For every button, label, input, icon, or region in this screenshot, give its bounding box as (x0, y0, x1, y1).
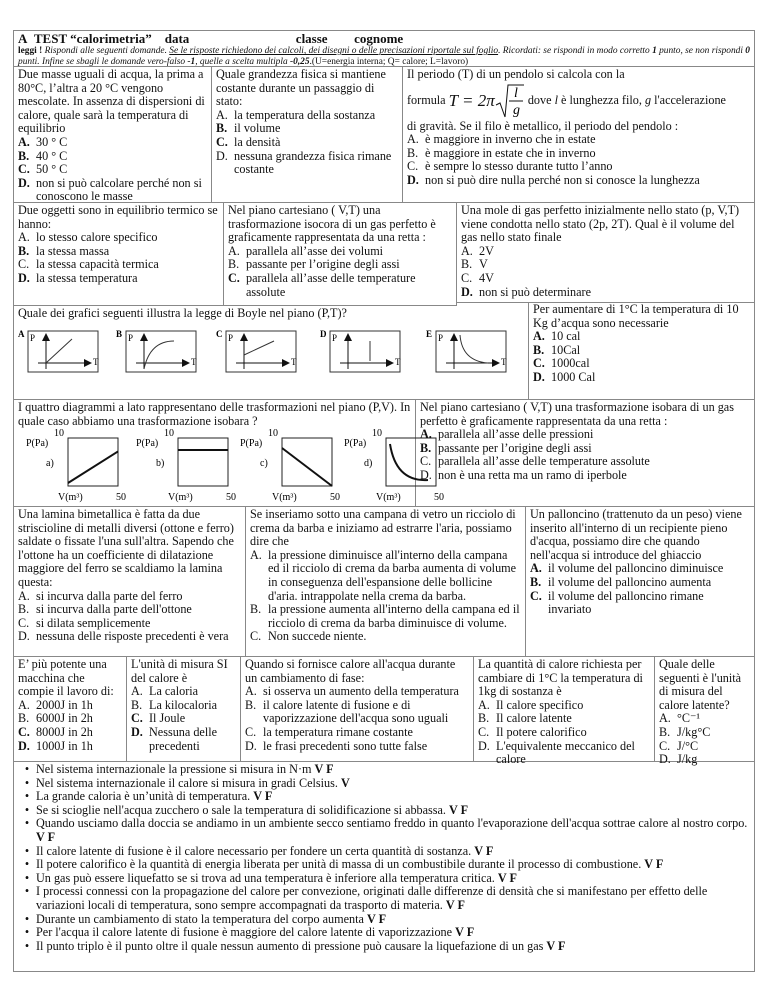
true-false-item (18, 817, 750, 844)
field-data[interactable]: data (164, 31, 190, 46)
option[interactable]: C. la temperatura rimane costante (245, 724, 413, 739)
formula-numerator: l (513, 85, 518, 101)
option[interactable]: B. si incurva dalla parte dell'ottone (18, 602, 192, 617)
curve-hyperbola (460, 335, 488, 363)
x-max-label: 50 (116, 492, 126, 504)
option[interactable]: C. è sempre lo stesso durante tutto l’anno (407, 159, 613, 174)
true-false-marks[interactable]: V F (455, 925, 475, 940)
option[interactable]: A. 2000J in 1h (18, 697, 93, 712)
pv-diagram-c[interactable] (236, 428, 340, 504)
plot-frame (282, 438, 332, 486)
pv-chart-icon (236, 428, 340, 504)
pt-graph-icon (426, 327, 518, 375)
option[interactable]: C. 1000cal (533, 356, 590, 371)
true-false-marks[interactable]: V F (546, 938, 566, 953)
true-false-item (18, 845, 750, 859)
arrow-right-icon (84, 359, 92, 367)
question-4: Due oggetti sono in equilibrio termico se hanno: A. lo stesso calore specifico B. la stessa massa C. la stessa capacità termica D. la stessa temperatura (14, 203, 224, 306)
arrow-up-icon (240, 333, 248, 341)
x-axis-label: V(m³) (376, 492, 401, 504)
option[interactable]: A. si osserva un aumento della temperatura (245, 684, 459, 699)
pt-graph-icon (18, 327, 110, 375)
bullet-icon: • (24, 762, 30, 776)
bullet-icon: • (24, 816, 30, 831)
y-max-label: 10 (268, 428, 278, 440)
option[interactable]: A. la temperatura della sostanza (216, 107, 376, 122)
true-false-item (18, 940, 750, 954)
true-false-marks[interactable]: V (340, 775, 350, 790)
option[interactable]: B. V (461, 257, 488, 272)
option[interactable]: C. parallela all’asse delle temperature assolute (420, 454, 650, 469)
option[interactable]: D. non si può dire nulla perché non si conosce la lunghezza (407, 172, 700, 187)
statement: Se si scioglie nell'acqua zucchero o sale la temperatura di solidificazione si abbassa. (36, 802, 446, 817)
pv-diagram-row (18, 428, 444, 504)
diagram-label: a) (46, 458, 54, 470)
arrow-up-icon (42, 333, 50, 341)
graph-frame (28, 331, 98, 372)
plot-frame (178, 438, 228, 486)
option[interactable]: D. non si può determinare (461, 284, 592, 299)
question-11: Una lamina bimetallica è fatta da due striscioline di metalli diversi (ottone e ferro) saldate o fissate l'una sull'altra. Sapendo che l'ottone ha un coefficiente di dilatazione maggiore del ferro se scaldiamo la lamina questa: A. si incurva dalla parte del ferro B. si incurva dalla parte dell'ottone C. si dilata semplicemente D. nessuna delle risposte precedenti è vera (14, 507, 246, 657)
option[interactable]: C. Il Joule (131, 711, 186, 726)
bullet-icon: • (24, 802, 30, 817)
statement: Il potere calorifico è la quantità di energia liberata per unità di massa di un combustibile durante il processo di combustione. (36, 857, 642, 872)
test-letter: A (18, 31, 28, 46)
option[interactable]: A. il volume del palloncino diminuisce (530, 561, 724, 576)
y-max-label: 10 (372, 428, 382, 440)
option[interactable]: D. nessuna grandezza fisica rimane costante (216, 148, 392, 177)
bullet-icon: • (24, 857, 30, 872)
graph-letter: D (320, 328, 327, 339)
option[interactable]: A. °C⁻¹ (659, 711, 701, 726)
option[interactable]: B. il calore latente di fusione e di vaporizzazione dell'acqua sono uguali (245, 697, 449, 726)
statement: La grande caloria è un’unità di temperatura. (36, 789, 251, 804)
option[interactable]: A. 2V (461, 243, 494, 258)
p-label: P (30, 332, 36, 343)
option[interactable]: B. il volume del palloncino aumenta (530, 574, 712, 589)
pt-graph-icon (216, 327, 308, 375)
true-false-marks[interactable]: V F (366, 911, 387, 926)
option[interactable]: B. il volume (216, 121, 281, 136)
question-6: Una mole di gas perfetto inizialmente nello stato (p, V,T) viene condotta nello stato (2p, 2T). Qual è il volume del gas nello stato finale A. 2V B. V C. 4V D. non si può determinare (457, 203, 754, 306)
arrow-right-icon (182, 359, 190, 367)
true-false-item (18, 926, 750, 940)
true-false-marks[interactable]: V F (474, 843, 494, 858)
question-3: Il periodo (T) di un pendolo si calcola con la formula T = 2π l g dove l è lunghezza filo, g l'accelerazione di gravità. Se il filo è metallico, il periodo del pendolo : A. è maggiore in inverno che in estate B. è maggiore in estate che in inverno C. è sempre lo stesso durante tutto l’anno D. non si può dire nulla perché non si conosce la lunghezza (403, 67, 754, 203)
p-label: P (332, 332, 338, 343)
test-header (14, 31, 754, 67)
t-label: T (191, 356, 197, 367)
option[interactable]: C. parallela all’asse delle temperature assolute (228, 270, 416, 299)
option[interactable]: B. la pressione aumenta all'interno della campana ed il ricciolo di crema da barba diminuisce di volume. (250, 602, 520, 630)
option[interactable]: A. parallela all’asse delle pressioni (420, 427, 594, 442)
option[interactable]: C. la stessa capacità termica (18, 257, 159, 272)
option[interactable]: A. 30 ° C (18, 134, 68, 149)
x-max-label: 50 (226, 492, 236, 504)
bullet-icon: • (24, 938, 30, 953)
option[interactable]: D. le frasi precedenti sono tutte false (245, 738, 428, 753)
pv-curve (282, 448, 332, 486)
arrow-up-icon (344, 333, 352, 341)
option[interactable]: A. 10 cal (533, 329, 581, 344)
true-false-marks[interactable]: V F (445, 897, 465, 912)
option[interactable]: D. 1000 Cal (533, 369, 596, 384)
t-label: T (501, 356, 507, 367)
true-false-marks[interactable]: V F (497, 870, 517, 885)
true-false-item (18, 858, 750, 872)
statement: Per l'acqua il calore latente di fusione è maggiore del calore latente di vaporizzazione (36, 925, 453, 940)
boyle-graph-b[interactable] (116, 327, 208, 375)
statement: Durante un cambiamento di stato la temperatura del corpo aumenta (36, 911, 364, 926)
y-axis-label: P(Pa) (26, 438, 49, 450)
option[interactable]: D. Nessuna delle precedenti (131, 724, 218, 753)
curve-line-offset (244, 341, 274, 355)
option[interactable]: A. è maggiore in inverno che in estate (407, 132, 596, 147)
statement: Quando usciamo dalla doccia se andiamo in un ambiente secco sentiamo freddo in quanto l'evaporazione dell'acqua sottrae calore al nostro corpo. (36, 816, 748, 831)
bullet-icon: • (24, 870, 30, 885)
pv-chart-icon (132, 428, 236, 504)
option[interactable]: C. 50 ° C (18, 162, 68, 177)
x-axis-label: V(m³) (272, 492, 297, 504)
question-9: I quattro diagrammi a lato rappresentano delle trasformazioni nel piano (P,V). In quale caso abbiamo una trasformazione isobara ? 10 P(Pa) a) V(m³) 50 10 P(Pa) b) V(m³) 50 10 P(Pa) c) V(m³) 50 10 P(Pa) d) V(m³) 50 (14, 400, 416, 507)
question-16: Quando si fornisce calore all'acqua durante un cambiamento di fase: A. si osserva un aumento della temperatura B. il calore latente di fusione e di vaporizzazione dell'acqua sono uguali C. la temperatura rimane costante D. le frasi precedenti sono tutte false (241, 657, 474, 762)
true-false-item (18, 763, 750, 777)
option[interactable]: B. è maggiore in estate che in inverno (407, 145, 596, 160)
option[interactable]: B. passante per l’origine degli assi (228, 257, 400, 272)
question-8: Per aumentare di 1°C la temperatura di 10 Kg d’acqua sono necessarie A. 10 cal B. 10Cal C. 1000cal D. 1000 Cal (528, 302, 754, 400)
true-false-marks[interactable]: V F (314, 762, 334, 776)
bullet-icon: • (24, 884, 30, 899)
boyle-graph-e[interactable] (426, 327, 518, 375)
option[interactable]: B. Il calore latente (478, 711, 572, 726)
arrow-right-icon (492, 359, 500, 367)
p-label: P (128, 332, 134, 343)
question-12: Se inseriamo sotto una campana di vetro un ricciolo di crema da barba e iniziamo ad estrarre l'aria, possiamo dire che A. la pressione diminuisce all'interno della campana ed il ricciolo di crema da barba aumenta di volume in conseguenza dell'espansione delle bollicine d'aria. intrappolate nella crema da barba. B. la pressione aumenta all'interno della campana ed il ricciolo di crema da barba diminuisce di volume. C. Non succede niente. (246, 507, 526, 657)
option[interactable]: C. il volume del palloncino rimane invariato (530, 588, 704, 617)
true-false-item (18, 804, 750, 818)
pt-graph-icon (320, 327, 412, 375)
option[interactable]: D. J/kg (659, 752, 698, 767)
field-cognome[interactable]: cognome (354, 31, 404, 46)
option[interactable]: A. la pressione diminuisce all'interno della campana ed il ricciolo di crema da barba aumenta di volume in conseguenza dell'espansione delle bollicine d'aria. intrappolate nella crema da barba. (250, 547, 517, 603)
pt-graph-icon (116, 327, 208, 375)
true-false-marks[interactable]: V F (36, 829, 56, 844)
y-max-label: 10 (164, 428, 174, 440)
x-max-label: 50 (330, 492, 340, 504)
statement: Nel sistema internazionale il calore si misura in gradi Celsius. (36, 775, 338, 790)
graph-letter: A (18, 328, 25, 339)
x-max-label: 50 (434, 492, 444, 504)
question-2: Quale grandezza fisica si mantiene costante durante un passaggio di stato: A. la temperatura della sostanza B. il volume C. la densità D. nessuna grandezza fisica rimane costante (212, 67, 403, 203)
true-false-marks[interactable]: V F (253, 789, 273, 804)
diagram-label: b) (156, 458, 165, 470)
question-5: Nel piano cartesiano ( V,T) una trasformazione isocora di un gas perfetto è graficamente rappresentata da una retta : A. parallela all’asse dei volumi B. passante per l’origine degli assi C. parallela all’asse delle temperature assolute (224, 203, 457, 306)
boyle-graph-row (18, 327, 524, 387)
true-false-item (18, 913, 750, 927)
bullet-icon: • (24, 843, 30, 858)
graph-frame (226, 331, 296, 372)
option[interactable]: C. Il potere calorifico (478, 724, 587, 739)
diagram-label: c) (260, 458, 268, 470)
question-10: Nel piano cartesiano ( V,T) una trasformazione isobara di un gas perfetto è graficamente rappresentata da una retta : A. parallela all’asse delle pressioni B. passante per l’origine degli assi C. parallela all’asse delle temperature assolute D. non è una retta ma un ramo di iperbole (416, 400, 754, 507)
true-false-marks[interactable]: V F (644, 857, 664, 872)
arrow-up-icon (450, 333, 458, 341)
option[interactable]: C. si dilata semplicemente (18, 615, 151, 630)
question-13: Un palloncino (trattenuto da un peso) viene inserito all'interno di un recipiente pieno d'acqua, possiamo dire che quando nell'acqua si introduce del ghiaccio A. il volume del palloncino diminuisce B. il volume del palloncino aumenta C. il volume del palloncino rimane invariato (526, 507, 754, 657)
question-1: Due masse uguali di acqua, la prima a 80°C, l’altra a 20 °C vengono mescolate. In assenza di dispersioni di calore, quale sarà la temperatura di equilibrio A. 30 ° C B. 40 ° C C. 50 ° C D. non si può calcolare perché non si conoscono le masse (14, 67, 212, 203)
question-7: Quale dei grafici seguenti illustra la legge di Boyle nel piano (P,T)? A P T B P T C P T D P T E P T (14, 306, 528, 400)
graph-frame (436, 331, 506, 372)
boyle-graph-d[interactable] (320, 327, 412, 375)
true-false-item (18, 872, 750, 886)
x-axis-label: V(m³) (58, 492, 83, 504)
curve-line-origin (46, 339, 72, 363)
t-label: T (291, 356, 297, 367)
statement: Un gas può essere liquefatto se si trova ad una temperatura è inferiore alla temperatura critica. (36, 870, 495, 885)
field-classe[interactable]: classe (295, 31, 328, 46)
true-false-item (18, 790, 750, 804)
true-false-list (14, 762, 754, 954)
pv-diagram-a[interactable] (22, 428, 126, 504)
option[interactable]: D. L'equivalente meccanico del calore (478, 738, 635, 767)
graph-letter: E (426, 328, 433, 339)
option[interactable]: B. J/kg°C (659, 724, 711, 739)
graph-letter: C (216, 328, 223, 339)
option[interactable]: D. la stessa temperatura (18, 270, 138, 285)
pv-diagram-b[interactable] (132, 428, 236, 504)
option[interactable]: C. la densità (216, 134, 281, 149)
option[interactable]: A. La caloria (131, 684, 199, 699)
question-18: Quale delle seguenti è l'unità di misura del calore latente? A. °C⁻¹ B. J/kg°C C. J/°C D. J/kg (655, 657, 754, 762)
question-17: La quantità di calore richiesta per cambiare di 1°C la temperatura di 1kg di sostanza è A. Il calore specifico B. Il calore latente C. Il potere calorifico D. L'equivalente meccanico del calore (474, 657, 655, 762)
arrow-right-icon (386, 359, 394, 367)
graph-frame (330, 331, 400, 372)
statement: Il punto triplo è il punto oltre il quale nessun aumento di pressione può causare la liquefazione di un gas (36, 938, 544, 953)
arrow-up-icon (140, 333, 148, 341)
option[interactable]: B. passante per l’origine degli assi (420, 440, 592, 455)
y-axis-label: P(Pa) (344, 438, 367, 450)
bullet-icon: • (24, 911, 30, 926)
option[interactable]: B. 40 ° C (18, 148, 68, 163)
x-axis-label: V(m³) (168, 492, 193, 504)
graph-letter: B (116, 328, 123, 339)
pendulum-formula: formula T = 2π l g dove l è lunghezza filo, g l'accelerazione (407, 82, 750, 120)
y-axis-label: P(Pa) (240, 438, 263, 450)
option[interactable]: C. Non succede niente. (250, 629, 367, 644)
square-root-icon (495, 83, 525, 119)
test-title: TEST “calorimetria” (33, 31, 152, 46)
question-14: E’ più potente una macchina che compie il lavoro di: A. 2000J in 1h B. 6000J in 2h C. 8000J in 2h D. 1000J in 1h (14, 657, 127, 762)
option[interactable]: D. non è una retta ma un ramo di iperbole (420, 467, 627, 482)
option[interactable]: B. 6000J in 2h (18, 711, 93, 726)
statement: Nel sistema internazionale la pressione si misura in N·m (36, 762, 312, 776)
option[interactable]: B. 10Cal (533, 342, 581, 357)
pv-curve (68, 452, 118, 484)
t-label: T (93, 356, 99, 367)
true-false-marks[interactable]: V F (449, 802, 469, 817)
y-axis-label: P(Pa) (136, 438, 159, 450)
statement: I processi connessi con la propagazione del calore per convezione, originati dalle differenze di densità che si manifestano per effetto delle variazioni locali di temperatura, sono sempre accompagnati da trasporto di materia. (36, 884, 708, 912)
instructions: leggi ! Rispondi alle seguenti domande. Se le risposte richiedono dei calcoli, dei disegni o delle precisazioni riportale sul foglio. Ricordati: se rispondi in modo corretto 1 punto, se non rispondi 0 punti. Infine se sbagli le domande vero-falso -1, quelle a scelta multipla -0,25.(U=energia interna; Q= calore; L=lavoro) (18, 46, 750, 67)
bullet-icon: • (24, 789, 30, 804)
option[interactable]: C. 4V (461, 270, 494, 285)
arrow-right-icon (282, 359, 290, 367)
y-max-label: 10 (54, 428, 64, 440)
formula-denominator: g (512, 102, 520, 118)
true-false-item (18, 885, 750, 912)
graph-frame (126, 331, 196, 372)
option[interactable]: D. nessuna delle risposte precedenti è vera (18, 629, 229, 644)
t-label: T (395, 356, 401, 367)
option[interactable]: A. si incurva dalla parte del ferro (18, 588, 183, 603)
option[interactable]: C. 8000J in 2h (18, 724, 93, 739)
statement: Il calore latente di fusione è il calore necessario per fondere un certa quantità di sostanza. (36, 843, 472, 858)
option[interactable]: D. non si può calcolare perché non si conoscono le masse (18, 175, 202, 204)
bullet-icon: • (24, 925, 30, 940)
pv-chart-icon (22, 428, 126, 504)
diagram-label: d) (364, 458, 373, 470)
option[interactable]: D. 1000J in 1h (18, 738, 93, 753)
option[interactable]: A. Il calore specifico (478, 697, 584, 712)
boyle-graph-a[interactable] (18, 327, 110, 375)
p-label: P (228, 332, 234, 343)
curve-saturating (144, 341, 174, 369)
option[interactable]: B. La kilocaloria (131, 697, 218, 712)
test-sheet (13, 30, 755, 972)
p-label: P (438, 332, 444, 343)
option[interactable]: A. lo stesso calore specifico (18, 230, 158, 245)
boyle-graph-c[interactable] (216, 327, 308, 375)
option[interactable]: A. parallela all’asse dei volumi (228, 243, 384, 258)
true-false-item (18, 777, 750, 791)
bullet-icon: • (24, 775, 30, 790)
question-15: L'unità di misura SI del calore è A. La caloria B. La kilocaloria C. Il Joule D. Nessuna delle precedenti (127, 657, 241, 762)
option[interactable]: B. la stessa massa (18, 243, 110, 258)
option[interactable]: C. J/°C (659, 738, 699, 753)
